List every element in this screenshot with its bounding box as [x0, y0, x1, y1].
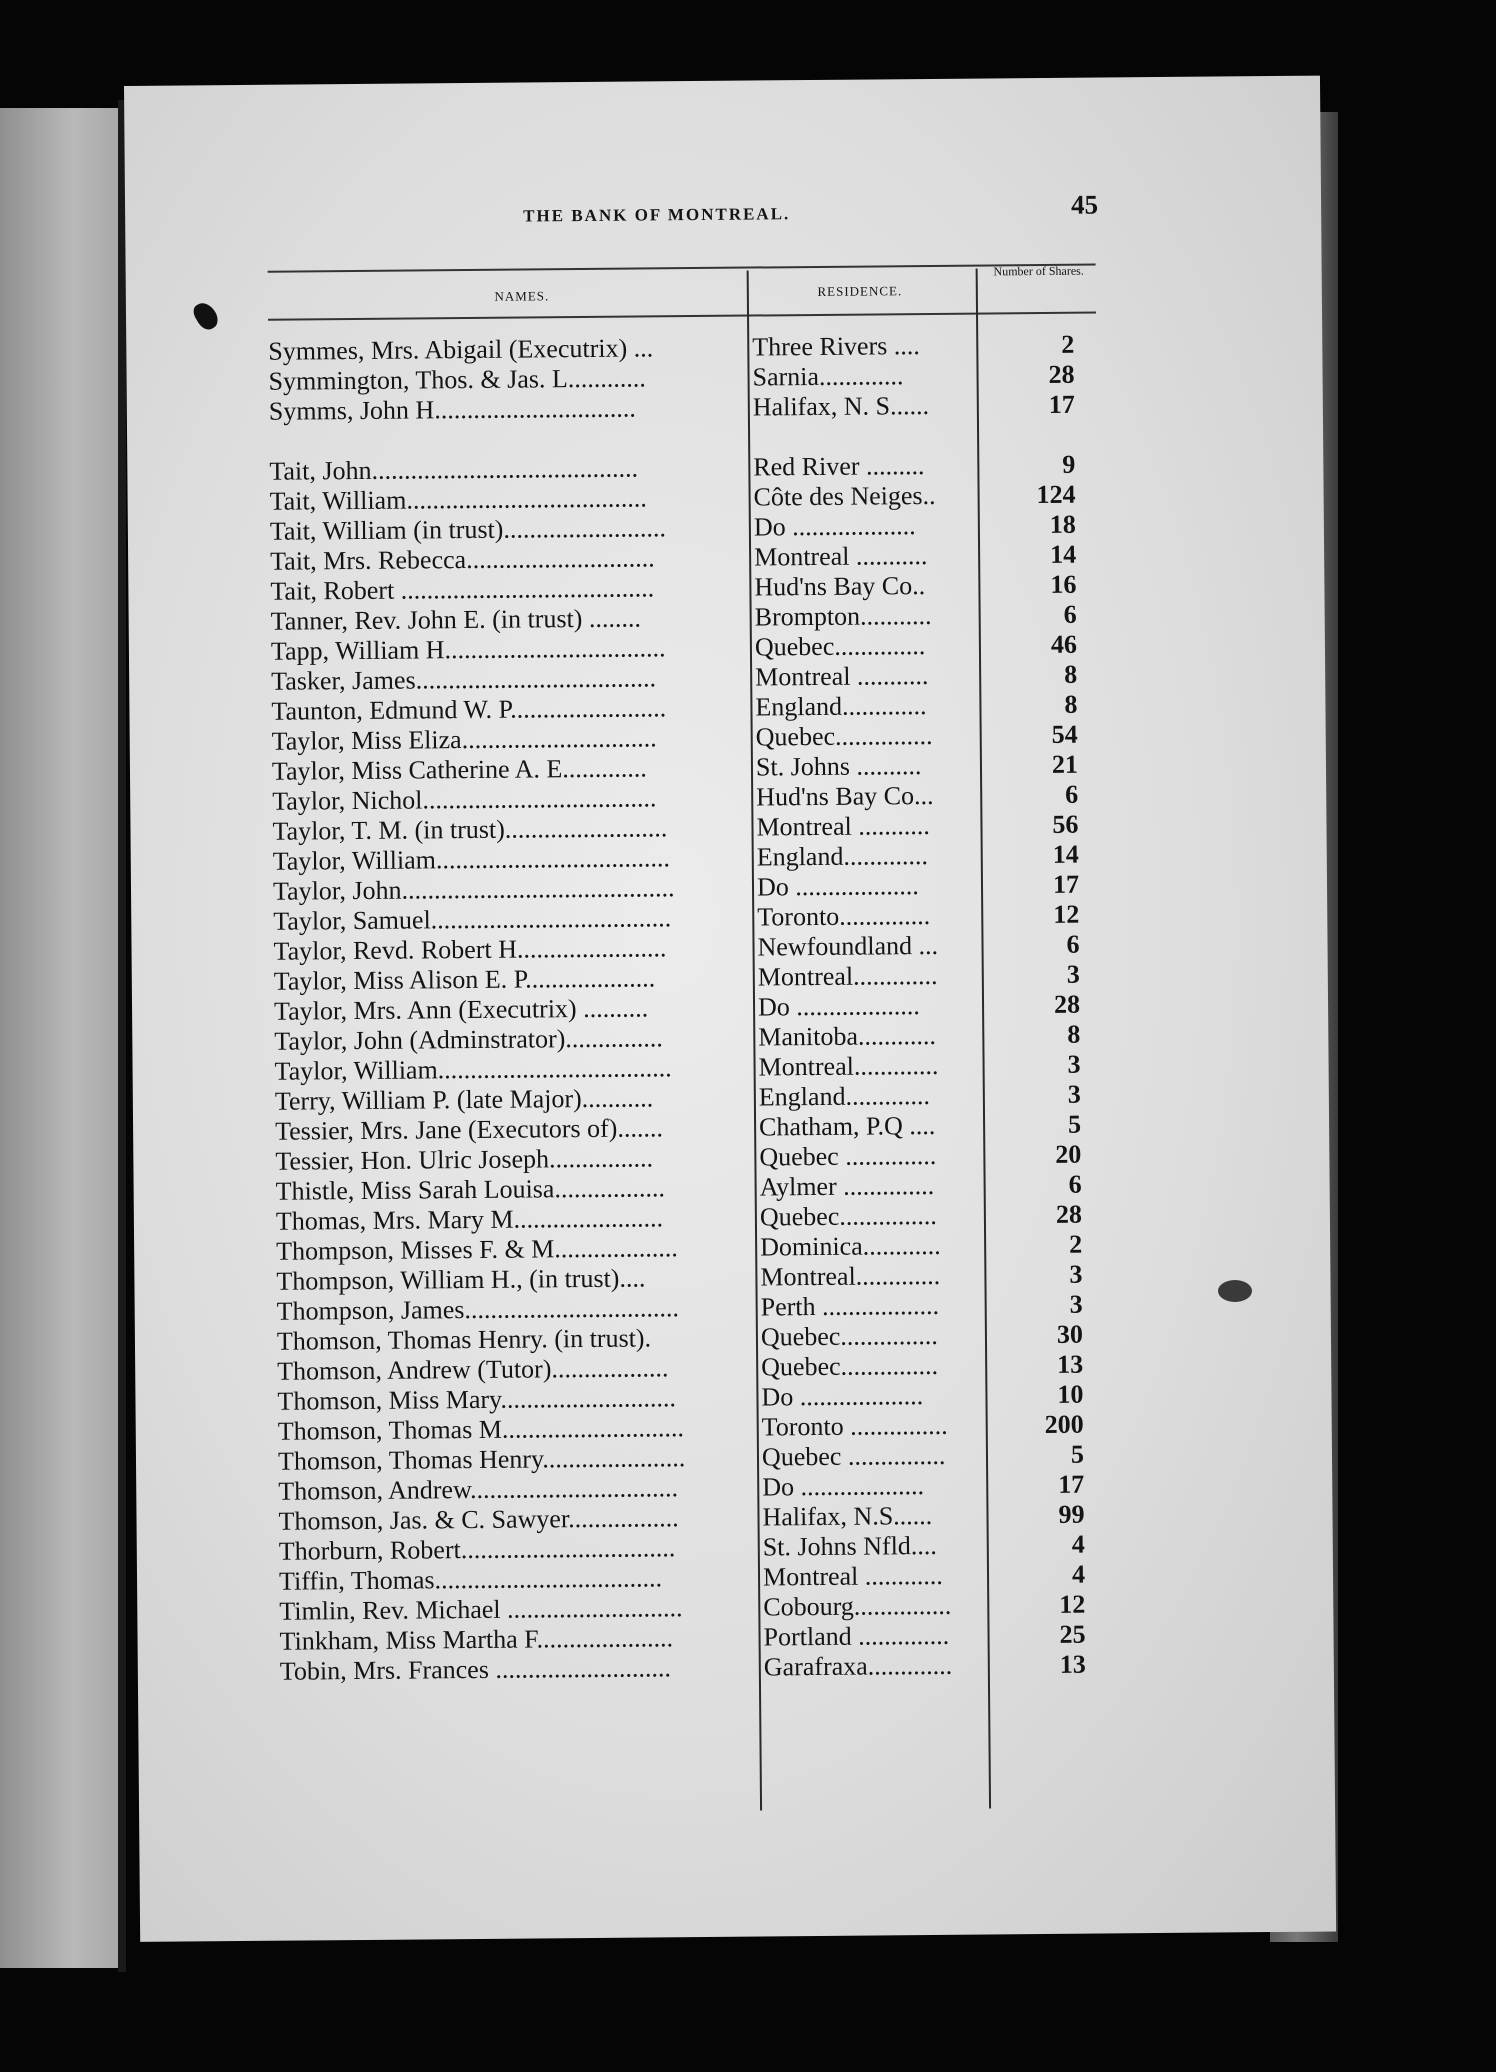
shareholder-name: Taylor, John (Adminstrator)...............	[274, 1023, 663, 1056]
shareholder-residence: Do ...................	[753, 511, 916, 542]
shareholder-name: Taunton, Edmund W. P........................	[271, 693, 667, 726]
shareholder-name: Tait, Mrs. Rebecca.............................	[270, 543, 655, 576]
ink-blot	[1218, 1280, 1252, 1302]
shareholder-residence: Hud'ns Bay Co...	[756, 780, 934, 812]
shareholder-name: Tait, William.....................................	[269, 483, 647, 516]
shareholder-name: Thompson, James.................................	[276, 1293, 680, 1326]
shareholder-residence: Chatham, P.Q ....	[758, 1110, 936, 1142]
shareholder-name: Thomson, Jas. & C. Sawyer.................	[278, 1503, 679, 1536]
shareholder-residence: St. Johns ..........	[755, 751, 922, 782]
shareholder-shares: 8	[1064, 689, 1078, 719]
shareholder-name: Taylor, T. M. (in trust).........................	[272, 813, 668, 846]
shareholder-shares: 8	[1064, 659, 1078, 689]
shareholder-residence: Manitoba............	[758, 1020, 937, 1052]
shareholder-shares: 5	[1070, 1439, 1085, 1469]
shareholder-shares: 6	[1065, 779, 1079, 809]
shareholder-residence: Garafraxa.............	[763, 1650, 953, 1682]
shareholder-residence: Montreal ...........	[754, 541, 928, 572]
shareholder-shares: 16	[1050, 569, 1077, 599]
shareholder-residence: Cobourg...............	[763, 1590, 952, 1622]
shareholder-shares: 46	[1050, 629, 1078, 659]
shareholder-name: Terry, William P. (late Major)...........	[274, 1083, 654, 1116]
shareholder-shares: 124	[1036, 479, 1076, 510]
shareholder-name: Symmes, Mrs. Abigail (Executrix) ...	[268, 333, 654, 366]
shareholder-residence: England.............	[756, 841, 929, 872]
shareholder-shares: 14	[1052, 839, 1079, 869]
shareholder-shares: 25	[1059, 1619, 1086, 1649]
shareholder-residence: Quebec ...............	[761, 1440, 946, 1472]
shareholder-residence: St. Johns Nfld....	[762, 1530, 937, 1562]
shareholder-shares: 18	[1049, 509, 1076, 539]
page-number: 45	[1070, 189, 1099, 220]
shareholder-name: Tait, William (in trust).........................	[269, 513, 667, 546]
shareholder-shares: 8	[1067, 1019, 1081, 1049]
shareholder-residence: England.............	[758, 1081, 931, 1112]
shareholder-residence: Dominica............	[760, 1230, 941, 1262]
shareholder-shares: 4	[1071, 1559, 1086, 1589]
shareholder-name: Taylor, Miss Catherine A. E.............	[271, 753, 647, 786]
shareholder-shares: 54	[1051, 719, 1078, 749]
shareholder-shares: 30	[1056, 1319, 1084, 1349]
shareholder-residence: Aylmer ..............	[759, 1170, 935, 1202]
facing-page-edge	[0, 108, 122, 1968]
shareholder-name: Taylor, William....................................	[272, 843, 671, 876]
shareholder-shares: 17	[1048, 389, 1075, 419]
shareholder-shares: 3	[1066, 959, 1080, 989]
shareholder-name: Thorburn, Robert.................................	[278, 1533, 676, 1566]
shareholder-name: Taylor, William....................................	[274, 1053, 672, 1086]
shareholder-shares: 12	[1053, 899, 1080, 929]
shareholder-list	[268, 329, 1120, 1686]
shareholder-shares: 3	[1069, 1289, 1083, 1319]
shareholder-residence: Halifax, N. S......	[752, 390, 930, 422]
shareholder-name: Symms, John H...............................	[268, 393, 636, 426]
shareholder-residence: Hud'ns Bay Co..	[754, 571, 926, 602]
shareholder-residence: Do ...................	[761, 1381, 924, 1412]
shareholder-residence: Sarnia.............	[752, 361, 904, 392]
shareholder-name: Timlin, Rev. Michael ...........................	[279, 1593, 683, 1626]
shareholder-name: Tessier, Mrs. Jane (Executors of).......	[275, 1113, 664, 1146]
shareholder-residence: Montreal.............	[758, 1050, 939, 1082]
shareholder-name: Tapp, William H..................................	[270, 633, 666, 666]
shareholder-residence: England.............	[755, 691, 927, 722]
shareholder-shares: 21	[1051, 749, 1079, 779]
shareholder-name: Tait, Robert .......................................	[270, 573, 655, 606]
shareholder-shares: 5	[1067, 1109, 1082, 1139]
running-head: THE BANK OF MONTREAL.	[523, 204, 791, 226]
shareholder-residence: Quebec...............	[761, 1350, 939, 1382]
shareholder-residence: Do ...................	[757, 991, 920, 1022]
shareholder-name: Thompson, Misses F. & M...................	[276, 1233, 678, 1266]
header-rule	[268, 312, 1096, 321]
shareholder-name: Thomson, Miss Mary...........................	[277, 1383, 677, 1416]
shareholder-shares: 14	[1049, 539, 1077, 569]
shareholder-shares: 13	[1057, 1349, 1084, 1379]
shareholder-name: Tait, John.........................................	[269, 453, 639, 486]
shareholder-shares: 2	[1061, 329, 1075, 359]
shareholder-shares: 20	[1055, 1139, 1082, 1169]
shareholder-residence: Quebec..............	[754, 631, 926, 662]
shareholder-shares: 13	[1059, 1649, 1086, 1679]
shareholder-name: Tessier, Hon. Ulric Joseph................	[275, 1143, 654, 1176]
column-header-shares: Number of Shares.	[993, 263, 1084, 279]
shareholder-row	[280, 1649, 1120, 1686]
shareholder-name: Taylor, Miss Eliza..............................	[271, 723, 657, 756]
shareholder-name: Tiffin, Thomas...................................	[278, 1563, 663, 1596]
shareholder-residence: Portland ..............	[763, 1620, 950, 1652]
shareholder-residence: Montreal ...........	[756, 810, 930, 842]
shareholder-shares: 3	[1067, 1079, 1081, 1109]
shareholder-shares: 6	[1066, 929, 1080, 959]
shareholder-shares: 28	[1055, 1199, 1083, 1229]
shareholder-name: Thomson, Thomas M............................	[277, 1413, 684, 1446]
shareholder-residence: Montreal ............	[762, 1560, 943, 1592]
shareholder-shares: 12	[1059, 1589, 1086, 1619]
shareholder-name: Tobin, Mrs. Frances ...........................	[279, 1653, 671, 1686]
shareholder-residence: Three Rivers ....	[752, 331, 920, 362]
shareholder-residence: Brompton...........	[754, 600, 932, 632]
shareholder-residence: Quebec...............	[755, 720, 933, 752]
shareholder-name: Tasker, James.....................................	[271, 663, 657, 696]
shareholder-residence: Montreal.............	[757, 960, 938, 992]
shareholder-shares: 2	[1069, 1229, 1083, 1259]
shareholder-residence: Quebec ..............	[759, 1140, 937, 1172]
shareholder-name: Thistle, Miss Sarah Louisa.................	[275, 1173, 666, 1206]
shareholder-shares: 28	[1053, 989, 1081, 1019]
document-page	[124, 76, 1336, 1942]
shareholder-residence: Do ...................	[756, 871, 919, 902]
shareholder-name: Thompson, William H., (in trust)....	[276, 1263, 646, 1296]
shareholder-name: Thomas, Mrs. Mary M.......................	[275, 1203, 664, 1236]
shareholder-name: Taylor, John..........................................	[272, 873, 675, 906]
shareholder-name: Taylor, Samuel.....................................	[273, 903, 672, 936]
shareholder-residence: Perth ..................	[760, 1290, 940, 1322]
shareholder-name: Symmington, Thos. & Jas. L............	[268, 363, 646, 396]
shareholder-shares: 3	[1069, 1259, 1083, 1289]
shareholder-residence: Toronto..............	[757, 900, 931, 932]
shareholder-shares: 9	[1062, 449, 1076, 479]
shareholder-name: Thomson, Andrew................................	[278, 1473, 679, 1506]
shareholder-shares: 17	[1052, 869, 1080, 899]
shareholder-name: Thomson, Thomas Henry. (in trust).	[276, 1323, 652, 1356]
column-header-names: NAMES.	[494, 288, 550, 304]
shareholder-name: Taylor, Revd. Robert H.......................	[273, 933, 667, 966]
shareholder-name: Thomson, Andrew (Tutor)..................	[277, 1353, 669, 1386]
shareholder-name: Thomson, Thomas Henry......................	[277, 1443, 686, 1476]
book-gutter	[118, 100, 126, 1972]
shareholder-residence: Do ...................	[762, 1471, 925, 1502]
shareholder-shares: 6	[1063, 599, 1077, 629]
shareholder-shares: 99	[1058, 1499, 1085, 1529]
shareholder-residence: Halifax, N.S......	[762, 1501, 933, 1532]
shareholder-shares: 28	[1048, 359, 1075, 389]
shareholder-name: Tanner, Rev. John E. (in trust) ........	[270, 603, 642, 636]
shareholder-residence: Montreal.............	[760, 1260, 941, 1292]
shareholder-residence: Quebec...............	[759, 1200, 937, 1232]
table-top-rule	[268, 264, 1096, 273]
shareholder-shares: 56	[1052, 809, 1079, 839]
shareholder-residence: Toronto ...............	[761, 1410, 948, 1442]
shareholder-residence: Montreal ...........	[755, 661, 929, 692]
shareholder-name: Taylor, Miss Alison E. P....................	[273, 963, 656, 996]
shareholder-shares: 4	[1071, 1529, 1085, 1559]
shareholder-residence: Red River .........	[753, 451, 925, 482]
shareholder-shares: 6	[1068, 1169, 1082, 1199]
shareholder-shares: 17	[1058, 1469, 1085, 1499]
shareholder-name: Tinkham, Miss Martha F.....................	[279, 1623, 674, 1656]
shareholder-residence: Côte des Neiges..	[753, 480, 936, 512]
shareholder-name: Taylor, Mrs. Ann (Executrix) ..........	[273, 993, 649, 1026]
shareholder-residence: Newfoundland ...	[757, 930, 939, 962]
shareholder-shares: 3	[1067, 1049, 1081, 1079]
shareholder-shares: 10	[1057, 1379, 1084, 1409]
shareholder-residence: Quebec...............	[760, 1320, 938, 1352]
shareholder-row	[269, 389, 1109, 426]
shareholder-shares: 200	[1044, 1409, 1084, 1440]
shareholder-name: Taylor, Nichol....................................	[272, 783, 657, 816]
column-header-residence: RESIDENCE.	[817, 283, 903, 299]
